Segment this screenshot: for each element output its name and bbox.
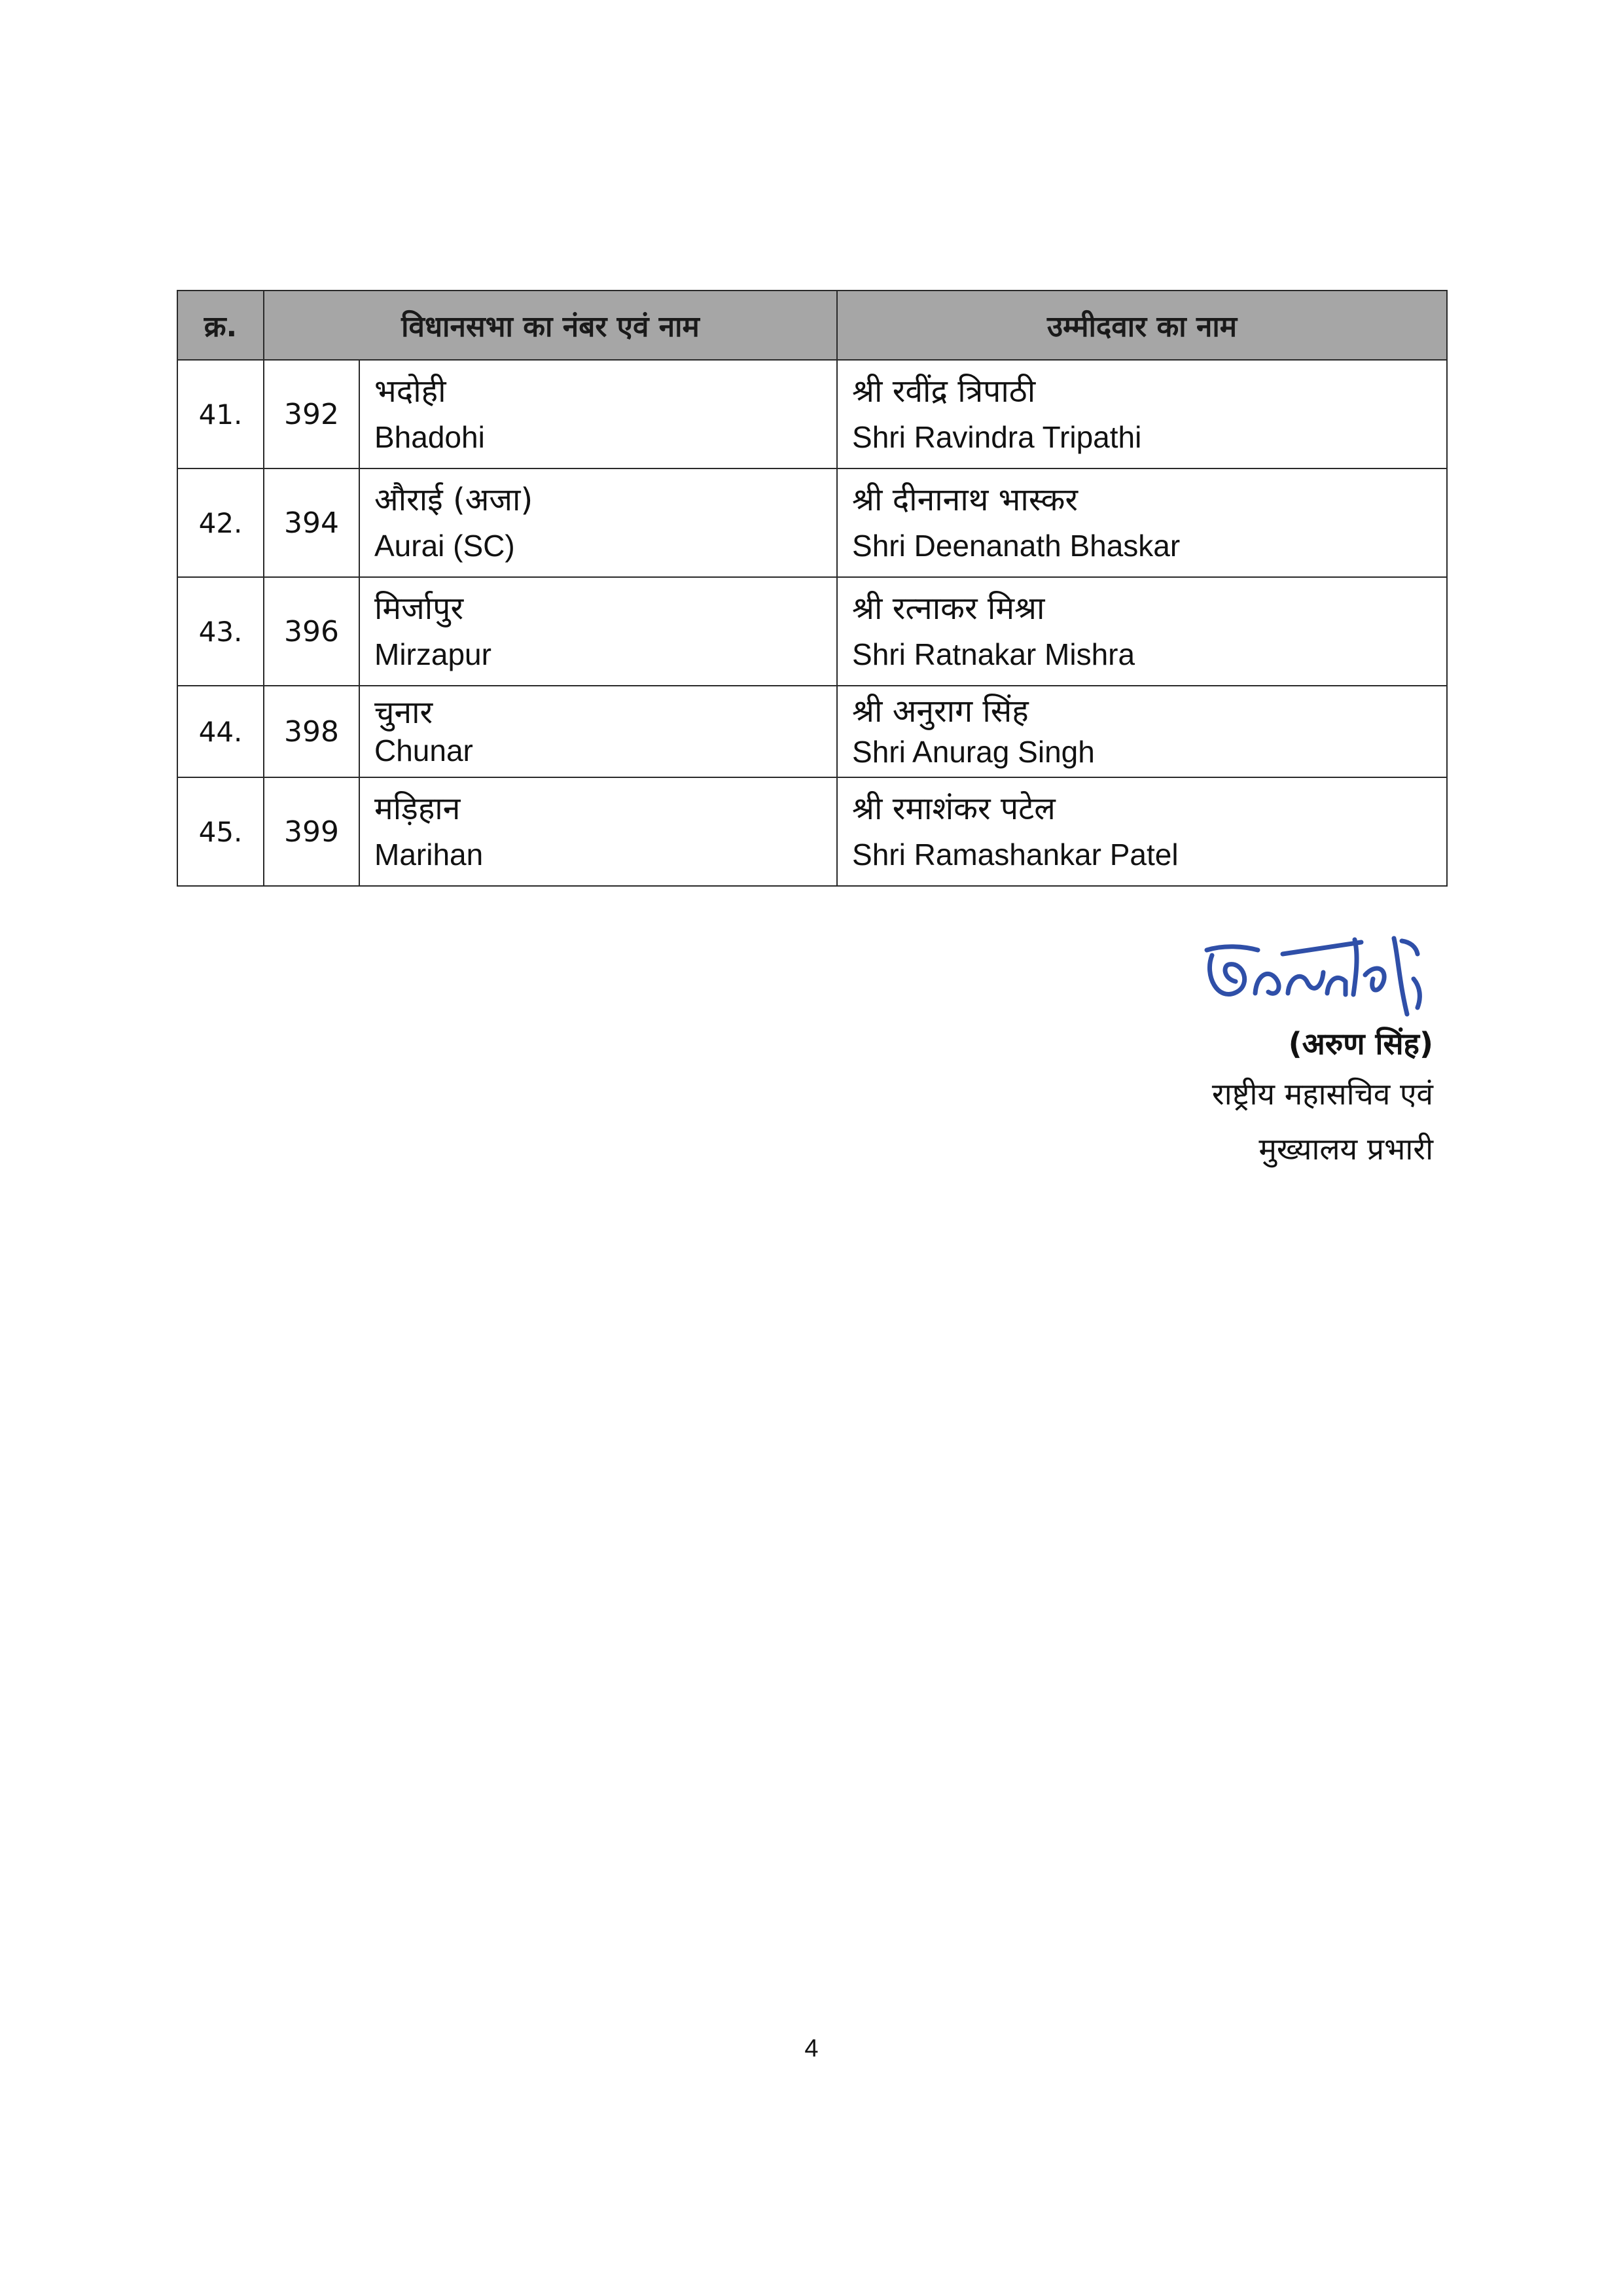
serial-cell: 42. — [177, 468, 264, 577]
signatory-block — [1212, 1021, 1433, 1176]
constituency-cell — [359, 577, 837, 686]
header-constituency: विधानसभा का नंबर एवं नाम — [264, 291, 837, 360]
serial-cell: 43. — [177, 577, 264, 686]
constituency-name-hindi: मड़िहान — [374, 790, 461, 827]
signatory-name: (अरुण सिंह) — [1288, 1026, 1433, 1061]
candidate-name-hindi: श्री रमाशंकर पटेल — [852, 790, 1056, 827]
candidate-cell — [837, 468, 1447, 577]
constituency-name-hindi: भदोही — [374, 373, 446, 410]
constituency-number: 394 — [264, 468, 359, 577]
header-serial: क्र. — [177, 291, 264, 360]
page-number: 4 — [804, 2035, 819, 2062]
constituency-name-hindi: चुनार — [374, 694, 433, 731]
constituency-number: 392 — [264, 360, 359, 468]
candidate-name-hindi: श्री दीनानाथ भास्कर — [852, 482, 1079, 518]
serial-cell: 44. — [177, 686, 264, 777]
candidate-name-hindi: श्री रत्नाकर मिश्रा — [852, 590, 1045, 627]
candidate-name-english: Shri Deenanath Bhaskar — [852, 529, 1181, 563]
handwritten-signature — [1198, 916, 1433, 1027]
constituency-number: 396 — [264, 577, 359, 686]
serial-cell: 41. — [177, 360, 264, 468]
candidate-cell — [837, 686, 1447, 777]
candidate-cell — [837, 577, 1447, 686]
constituency-cell — [359, 360, 837, 468]
table-header-row — [177, 291, 1447, 360]
constituency-cell — [359, 777, 837, 886]
serial-cell: 45. — [177, 777, 264, 886]
candidate-cell — [837, 777, 1447, 886]
constituency-cell — [359, 468, 837, 577]
candidate-name-hindi: श्री अनुराग सिंह — [852, 693, 1029, 730]
constituency-name-english: Mirzapur — [374, 637, 491, 671]
table-row — [177, 360, 1447, 468]
candidate-name-english: Shri Ravindra Tripathi — [852, 420, 1142, 454]
candidate-name-english: Shri Ratnakar Mishra — [852, 637, 1135, 671]
constituency-name-english: Aurai (SC) — [374, 529, 515, 563]
candidate-name-english: Shri Anurag Singh — [852, 735, 1095, 769]
signatory-designation-line2: मुख्यालय प्रभारी — [1258, 1131, 1433, 1167]
candidate-name-english: Shri Ramashankar Patel — [852, 838, 1179, 872]
constituency-name-english: Bhadohi — [374, 420, 485, 454]
table-row — [177, 577, 1447, 686]
constituency-number: 398 — [264, 686, 359, 777]
header-candidate: उम्मीदवार का नाम — [837, 291, 1447, 360]
constituency-number: 399 — [264, 777, 359, 886]
constituency-name-hindi: औराई (अजा) — [374, 482, 533, 518]
constituency-name-english: Chunar — [374, 733, 473, 768]
candidate-cell — [837, 360, 1447, 468]
candidate-table — [177, 290, 1448, 887]
constituency-cell — [359, 686, 837, 777]
table-row — [177, 686, 1447, 777]
table-row — [177, 777, 1447, 886]
constituency-name-hindi: मिर्जापुर — [374, 590, 464, 627]
table-row — [177, 468, 1447, 577]
constituency-name-english: Marihan — [374, 838, 484, 872]
candidate-name-hindi: श्री रवींद्र त्रिपाठी — [852, 373, 1036, 410]
signatory-designation-line1: राष्ट्रीय महासचिव एवं — [1211, 1076, 1433, 1112]
